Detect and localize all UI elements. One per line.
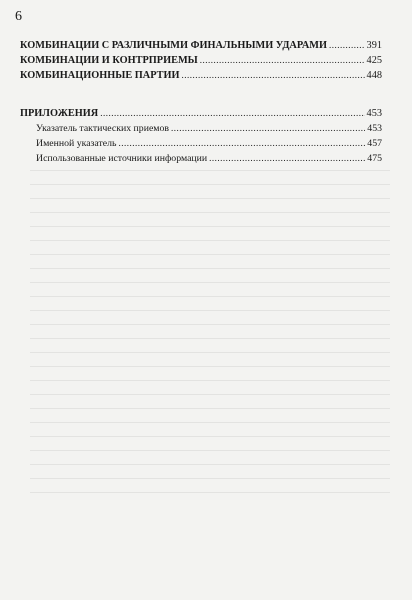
show-through-background	[30, 170, 390, 570]
dot-leader	[119, 136, 366, 151]
dot-leader	[182, 68, 365, 83]
toc-entry-title: КОМБИНАЦИОННЫЕ ПАРТИИ	[20, 70, 180, 81]
toc-entry-appendices	[20, 106, 382, 121]
dot-leader	[171, 121, 365, 136]
dot-leader	[209, 151, 365, 166]
toc-entry-page: 448	[366, 70, 382, 81]
toc-entry-page: 457	[367, 138, 382, 149]
toc-entry-page: 391	[366, 40, 382, 51]
toc-entry-title: КОМБИНАЦИИ С РАЗЛИЧНЫМИ ФИНАЛЬНЫМИ УДАРАМИ	[20, 40, 327, 51]
toc-entry-title: Использованные источники информации	[36, 153, 208, 164]
toc-entry-combination-games	[20, 68, 382, 83]
toc-entry-page: 425	[366, 55, 382, 66]
toc-entry-page: 453	[367, 123, 382, 134]
section-gap	[20, 83, 382, 106]
toc-entry-title: ПРИЛОЖЕНИЯ	[20, 108, 99, 119]
toc-entry-tactics-index	[20, 121, 382, 136]
toc-entry-title: Указатель тактических приемов	[36, 123, 170, 134]
toc-entry-title: Именной указатель	[36, 138, 117, 149]
dot-leader	[329, 38, 365, 53]
dot-leader	[100, 106, 364, 121]
toc-entry-combinations-counters	[20, 53, 382, 68]
toc-entry-combinations-finals	[20, 38, 382, 53]
toc-entry-sources	[20, 151, 382, 166]
table-of-contents	[20, 38, 382, 166]
dot-leader	[200, 53, 365, 68]
toc-entry-title: КОМБИНАЦИИ И КОНТРПРИЕМЫ	[20, 55, 198, 66]
page-number: 6	[15, 9, 22, 24]
toc-entry-name-index	[20, 136, 382, 151]
toc-entry-page: 475	[367, 153, 382, 164]
toc-entry-page: 453	[366, 108, 382, 119]
